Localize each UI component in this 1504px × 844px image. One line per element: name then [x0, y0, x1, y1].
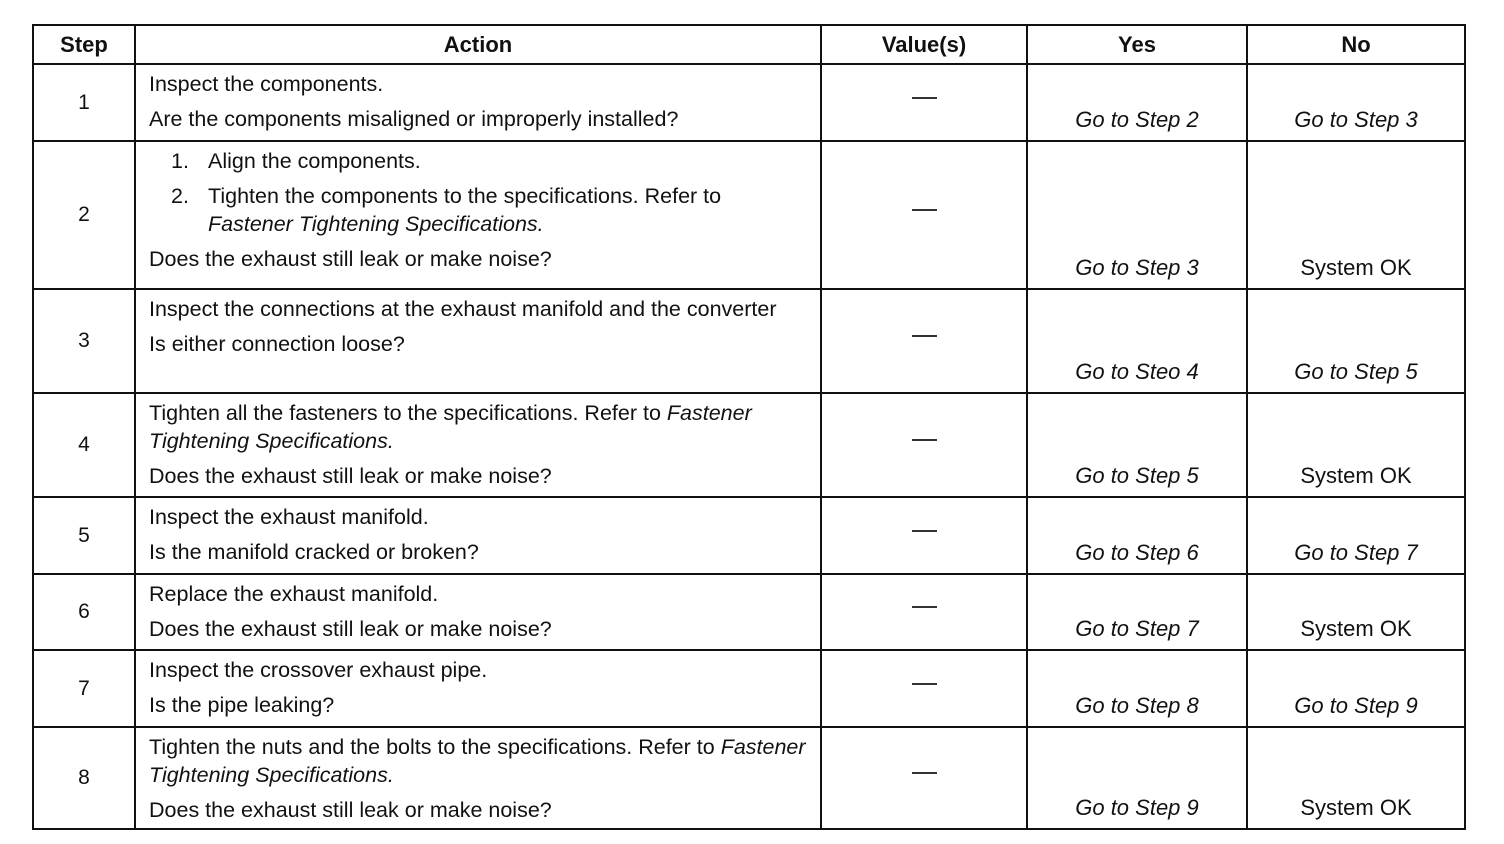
spec-reference: Fastener Tightening Specifications.	[208, 212, 544, 236]
action-text: Tighten the nuts and the bolts to the specifications. Refer to	[149, 735, 715, 759]
yes-cell	[1027, 289, 1247, 393]
action-cell	[135, 289, 821, 393]
no-goto: Go to Step 3	[1294, 107, 1418, 132]
table-row	[33, 574, 1465, 650]
action-text: Inspect the connections at the exhaust manifold and the converter	[149, 297, 777, 321]
no-goto: Go to Step 7	[1294, 540, 1418, 565]
step-number: 7	[33, 650, 135, 727]
yes-goto: Go to Step 8	[1075, 693, 1199, 718]
action-text: Tighten all the fasteners to the specifications. Refer to	[149, 401, 661, 425]
action-cell	[135, 574, 821, 650]
action-question: Does the exhaust still leak or make noise?	[149, 464, 552, 488]
action-list	[149, 147, 810, 238]
step-number: 3	[33, 289, 135, 393]
value-dash	[912, 530, 937, 532]
action-cell	[135, 141, 821, 289]
spec-reference: Fastener Tightening Specifications.	[149, 735, 806, 787]
action-question: Are the components misaligned or improperly installed?	[149, 107, 679, 131]
list-text-wrap	[208, 182, 810, 238]
table-row	[33, 650, 1465, 727]
step-number: 5	[33, 497, 135, 574]
yes-goto: Go to Steo 4	[1075, 359, 1199, 384]
value-dash	[912, 683, 937, 685]
table-row	[33, 497, 1465, 574]
value-cell	[821, 650, 1027, 727]
value-dash	[912, 97, 937, 99]
yes-goto: Go to Step 7	[1075, 616, 1199, 641]
no-result: System OK	[1300, 463, 1412, 488]
yes-cell	[1027, 650, 1247, 727]
no-cell	[1247, 141, 1465, 289]
yes-goto: Go to Step 5	[1075, 463, 1199, 488]
header-row	[33, 25, 1465, 64]
action-question: Does the exhaust still leak or make noise?	[149, 617, 552, 641]
value-cell	[821, 289, 1027, 393]
step-number: 8	[33, 727, 135, 829]
value-cell	[821, 497, 1027, 574]
table-row	[33, 141, 1465, 289]
action-text-wrap	[149, 733, 810, 789]
list-text: Tighten the components to the specifications. Refer to	[208, 184, 722, 208]
spec-reference: Fastener Tightening Specifications.	[149, 401, 752, 453]
list-number: 1.	[171, 149, 189, 173]
action-list-item	[169, 147, 810, 175]
action-text-wrap	[149, 399, 810, 455]
yes-cell	[1027, 141, 1247, 289]
action-question: Is the manifold cracked or broken?	[149, 540, 479, 564]
table-row	[33, 64, 1465, 141]
yes-goto: Go to Step 6	[1075, 540, 1199, 565]
value-dash	[912, 209, 937, 211]
value-cell	[821, 574, 1027, 650]
value-cell	[821, 141, 1027, 289]
no-cell	[1247, 574, 1465, 650]
action-question: Does the exhaust still leak or make noise?	[149, 798, 552, 822]
no-result: System OK	[1300, 255, 1412, 280]
no-cell	[1247, 393, 1465, 497]
no-cell	[1247, 497, 1465, 574]
no-cell	[1247, 650, 1465, 727]
header-values: Value(s)	[821, 25, 1027, 64]
yes-cell	[1027, 64, 1247, 141]
header-yes: Yes	[1027, 25, 1247, 64]
header-step: Step	[33, 25, 135, 64]
step-number: 6	[33, 574, 135, 650]
list-text: Align the components.	[208, 149, 421, 173]
action-cell	[135, 650, 821, 727]
value-dash	[912, 335, 937, 337]
no-cell	[1247, 64, 1465, 141]
yes-goto: Go to Step 9	[1075, 795, 1199, 820]
no-result: System OK	[1300, 616, 1412, 641]
yes-cell	[1027, 393, 1247, 497]
no-goto: Go to Step 9	[1294, 693, 1418, 718]
yes-cell	[1027, 574, 1247, 650]
no-result: System OK	[1300, 795, 1412, 820]
value-cell	[821, 64, 1027, 141]
action-text: Inspect the exhaust manifold.	[149, 505, 429, 529]
action-question: Is the pipe leaking?	[149, 693, 335, 717]
diagnostic-table	[32, 24, 1466, 830]
table-row	[33, 727, 1465, 829]
action-cell	[135, 497, 821, 574]
header-action: Action	[135, 25, 821, 64]
header-no: No	[1247, 25, 1465, 64]
step-number: 4	[33, 393, 135, 497]
value-dash	[912, 772, 937, 774]
action-cell	[135, 393, 821, 497]
step-number: 2	[33, 141, 135, 289]
value-dash	[912, 606, 937, 608]
yes-cell	[1027, 727, 1247, 829]
action-cell	[135, 64, 821, 141]
value-cell	[821, 393, 1027, 497]
no-cell	[1247, 727, 1465, 829]
action-cell	[135, 727, 821, 829]
action-list-item	[169, 182, 810, 238]
action-question: Is either connection loose?	[149, 332, 405, 356]
no-goto: Go to Step 5	[1294, 359, 1418, 384]
value-dash	[912, 439, 937, 441]
table-row	[33, 289, 1465, 393]
action-text: Inspect the components.	[149, 72, 384, 96]
step-number: 1	[33, 64, 135, 141]
action-text: Replace the exhaust manifold.	[149, 582, 439, 606]
action-text: Inspect the crossover exhaust pipe.	[149, 658, 488, 682]
yes-goto: Go to Step 2	[1075, 107, 1199, 132]
no-cell	[1247, 289, 1465, 393]
yes-cell	[1027, 497, 1247, 574]
yes-goto: Go to Step 3	[1075, 255, 1199, 280]
list-number: 2.	[171, 184, 189, 208]
table-row	[33, 393, 1465, 497]
value-cell	[821, 727, 1027, 829]
action-question: Does the exhaust still leak or make noise?	[149, 247, 552, 271]
